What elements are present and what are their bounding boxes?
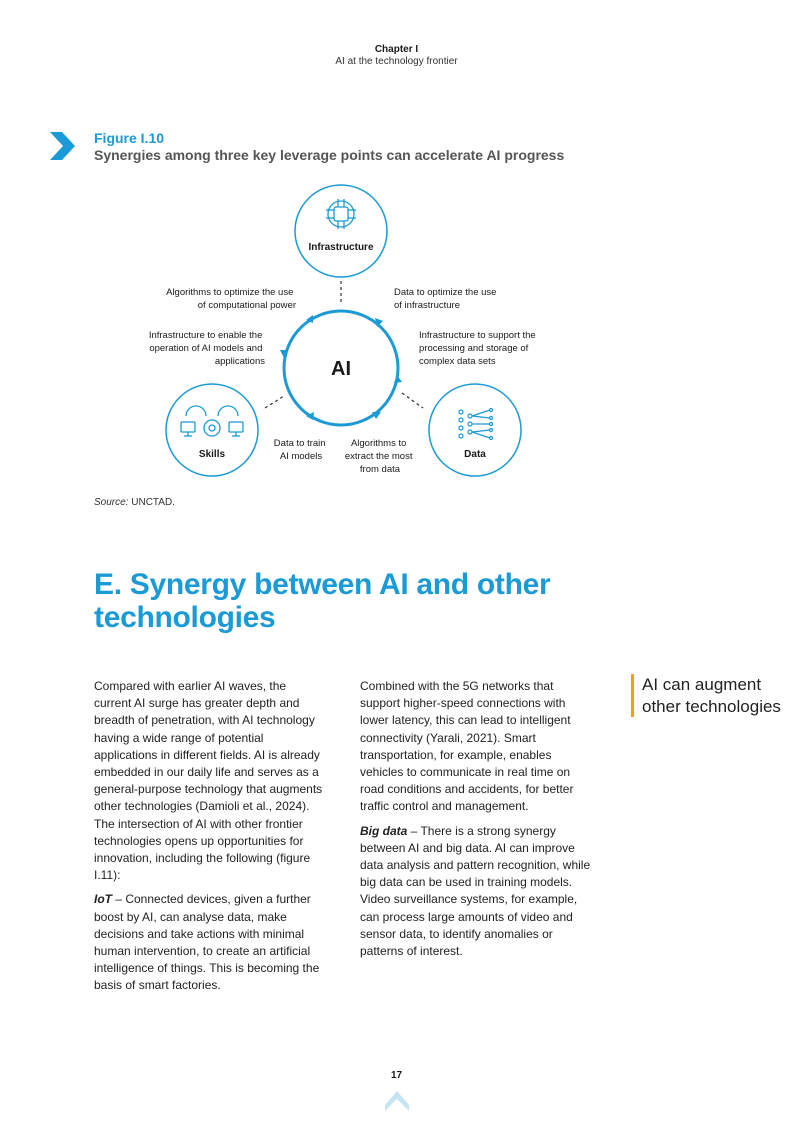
iot-text: – Connected devices, given a further boost by AI, can analyse data, make decisions and take actions with minimal human intervention, to create an artificial intelligence of things. This is becoming the basis of smart factories. <box>94 892 320 993</box>
annotation-line: of computational power <box>197 300 296 311</box>
data-label: Data <box>464 449 486 460</box>
annotation-algorithms-extract <box>345 438 415 475</box>
annotation-line: Infrastructure to enable the <box>148 330 263 341</box>
annotation-algorithms-computational <box>166 287 296 311</box>
annotation-line: Infrastructure to support the <box>419 330 536 341</box>
bigdata-text: – There is a strong synergy between AI and big data. AI can improve data analysis and pattern recognition, while big data can be used in training models. Video surveillance systems, for example, can process large amounts of video and sensor data, to identify anomalies or patterns of interest. <box>360 823 591 959</box>
annotation-line: AI models <box>279 451 323 462</box>
annotation-line: Algorithms to <box>350 438 407 449</box>
annotation-line: from data <box>359 464 401 475</box>
connector-data <box>402 393 423 408</box>
synergy-diagram <box>0 175 793 485</box>
annotation-line: extract the most <box>344 451 413 462</box>
source-label: Source: <box>94 497 129 508</box>
annotation-line: processing and storage of <box>419 343 529 354</box>
annotation-line: Data to train <box>273 438 326 449</box>
ai-center-label: AI <box>331 358 351 380</box>
annotation-infra-support <box>419 330 538 367</box>
figure-title: Synergies among three key leverage points can accelerate AI progress <box>94 147 565 163</box>
paragraph: Combined with the 5G networks that support higher-speed connections with lower latency, this can lead to intelligent connectivity (Yarali, 2021). Smart transportation, for example, enables vehicles to communicate in real time on road conditions and accidents, for better traffic control and management. <box>360 679 574 814</box>
chevron-up-icon <box>384 1090 410 1112</box>
paragraph: Compared with earlier AI waves, the current AI surge has greater depth and breadth of penetration, with AI technology having a wide range of potential applications in different fields. AI is already embedded in our daily life and serves as a general-purpose technology that augments other technologies (Damioli et al., 2024). The intersection of AI with other frontier technologies opens up opportunities for innovation, including the following (figure I.11): <box>94 679 323 883</box>
annotation-line: applications <box>214 356 265 367</box>
body-column-2 <box>360 678 592 967</box>
annotation-line: operation of AI models and <box>149 343 263 354</box>
annotation-line: of infrastructure <box>394 300 460 311</box>
figure-label: Figure I.10 <box>94 130 165 146</box>
paragraph-bigdata <box>360 823 592 961</box>
infrastructure-node <box>295 185 387 277</box>
pull-quote-callout: AI can augment other technologies <box>631 674 782 717</box>
annotation-infra-enable <box>149 330 265 367</box>
figure-source <box>94 497 175 508</box>
skills-label: Skills <box>198 449 226 460</box>
annotation-line: Data to optimize the use <box>394 287 497 298</box>
body-column-1 <box>94 678 326 1002</box>
skills-node <box>166 384 258 476</box>
chevron-right-icon <box>48 131 76 161</box>
chapter-subtitle: AI at the technology frontier <box>335 56 458 67</box>
infrastructure-label: Infrastructure <box>308 242 374 253</box>
data-node <box>429 384 521 476</box>
annotation-data-train <box>274 438 328 462</box>
paragraph-iot <box>94 891 326 994</box>
annotation-line: Algorithms to optimize the use <box>166 287 294 298</box>
annotation-line: complex data sets <box>419 356 496 367</box>
bigdata-label: Big data <box>360 823 408 838</box>
connector-skills <box>265 396 284 408</box>
annotation-data-infrastructure <box>394 287 499 311</box>
page-header <box>0 44 793 67</box>
chapter-label: Chapter I <box>374 44 419 55</box>
source-text: UNCTAD. <box>131 497 175 508</box>
page-number: 17 <box>390 1070 403 1081</box>
iot-label: IoT <box>94 892 112 907</box>
section-title: E. Synergy between AI and other technologies <box>94 568 551 634</box>
